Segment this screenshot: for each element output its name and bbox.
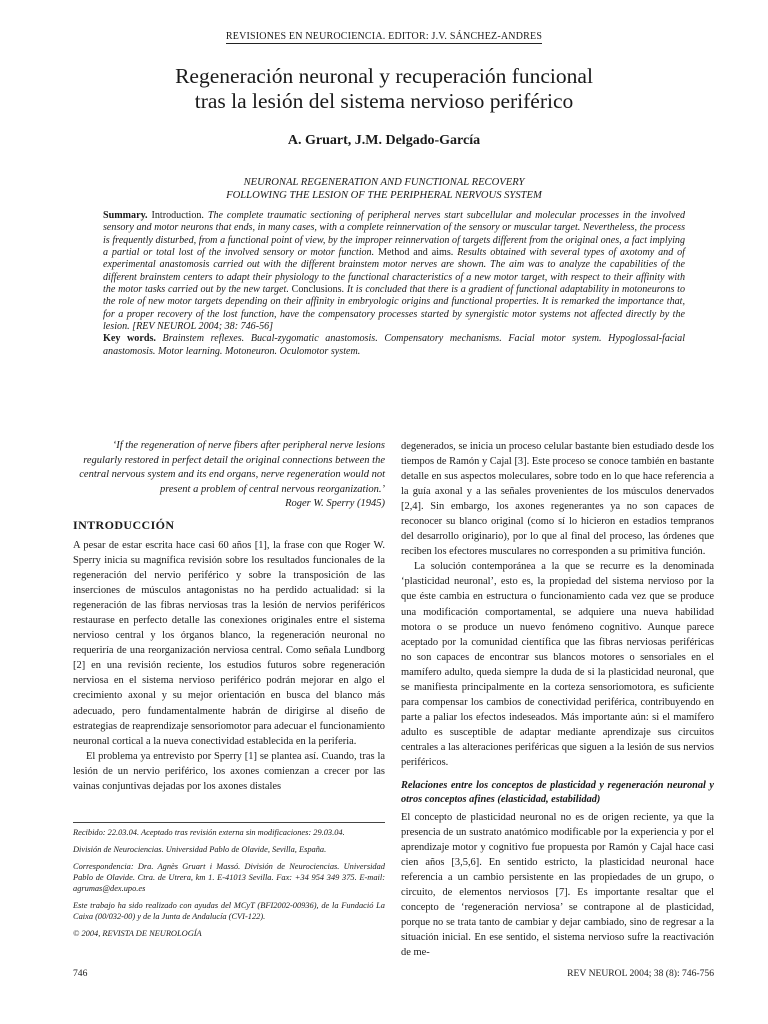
authors: A. Gruart, J.M. Delgado-García <box>287 133 481 148</box>
intro-text: The complete traumatic sectioning of peripheral nerves start subcellular and molecular processes in the involved sensory and motor neurons that ends, in many cases, with a complete reinnervation of the sensory or muscular target. Nevertheless, the process is frequently disturbed, from a functional point of view, by the improper reinnervation of targets different from the original ones, a fact implying a partial or total lost of the involved sensory or motor function. <box>103 210 685 259</box>
article-title-line-1: Regeneración neuronal y recuperación funcional <box>175 64 593 88</box>
section-heading: INTRODUCCIÓN <box>73 518 175 532</box>
footnote-received: Recibido: 22.03.04. Aceptado tras revisión externa sin modificaciones: 29.03.04. <box>73 828 345 837</box>
abstract-citation: [REV NEUROL 2004; 38: 746-56] <box>132 321 274 333</box>
conclusions-text: It is concluded that there is a gradient of functional adaptability in motoneurons to the role of new motor targets depending on their affinity in embryologic origins and functional properties. It is remarked the importance that, for a proper recovery of the lost function, have the compensatory processes started by synergistic motor systems not affected directly by the lesion. <box>103 284 686 333</box>
right-column-body <box>401 439 714 961</box>
right-paragraph: degenerados, se inicia un proceso celular bastante bien estudiado desde los tiempos de Ramón y Cajal [3]. Este proceso se conoce también en bastante detalle en sus aspectos moleculares, sobre todo en lo que hace referencia a la guía axonal y a las señales provenientes de los músculos denervados [2,4]. Sin embargo, los axones regenerantes ya no son capaces de reconocer su blanco original (como sí lo hicieron en estadios tempranos del desarrollo originario), por lo que al final del proceso, las órdenes que reciben los efectores musculares no corresponden a su primitiva función. <box>401 441 714 558</box>
article-title <box>60 64 708 114</box>
conclusions-label: Conclusions. <box>291 284 345 296</box>
intro-label: Introduction. <box>151 210 204 221</box>
footnote-correspondence: Correspondencia: Dra. Agnès Gruart i Massó. División de Neurociencias. Universidad Pablo de Olavide. Ctra. de Utrera, km 1. E-41013 Sevilla. Fax: +34 954 349 375. E-mail: agrumas@dex.upo.es <box>73 862 385 893</box>
article-title-line-2: tras la lesión del sistema nervioso periférico <box>194 89 574 113</box>
keywords-text: Brainstem reflexes. Bucal-zygomatic anastomosis. Compensatory mechanisms. Facial motor system. Hypoglossal-facial anastomosis. Motor learning. Motoneuron. Oculomotor system. <box>103 333 685 357</box>
footnote-funding: Este trabajo ha sido realizado con ayudas del MCyT (BFI2002-00936), de la Fundació La Caixa (00/032-00) y de la Junta de Andalucía (CVI-122). <box>73 901 385 921</box>
summary-label: Summary. <box>103 210 148 221</box>
keywords-label: Key words. <box>103 333 156 345</box>
methods-label: Method and aims. <box>378 247 454 259</box>
journal-header <box>0 31 768 44</box>
english-title-line-1: NEURONAL REGENERATION AND FUNCTIONAL RECOVERY <box>243 177 525 188</box>
methods-text: Results obtained with several types of axotomy and of experimental anastomosis carried out with the different brainstem motor nerves are shown. The aim was to analyze the capabilities of the different brainstem centers to adapt their physiology to the functional characteristics of a new motor target, with respect to their affinity with the motor tasks carried out by the new target. <box>103 247 685 296</box>
footnote-copyright: © 2004, REVISTA DE NEUROLOGÍA <box>73 929 202 938</box>
right-paragraph: El concepto de plasticidad neuronal no es de origen reciente, ya que la presencia de un sustrato anatómico modificable por la experiencia y por el aprendizaje motor y cognitivo fue propuesta por Ramón y Cajal hace casi cien años [3,5,6]. En sentido estricto, la plasticidad neuronal hace referencia a un cambio persistente en las propiedades de un grupo, o circuito, de elementos nerviosos [7]. Es importante resaltar que el concepto de ‘regeneración nerviosa’ se contrapone al de plasticidad, porque no se trata tanto de cambiar y dejar cambiado, sino de regresar a la situación inicial. En ese sentido, el sistema nervioso sufre la reactivación de me- <box>401 812 714 959</box>
left-column-body <box>73 538 385 794</box>
subsection-heading: Relaciones entre los conceptos de plasticidad y regeneración neuronal y otros conceptos afines (elasticidad, estabilidad) <box>401 780 714 805</box>
right-paragraph: La solución contemporánea a la que se recurre es la denominada ‘plasticidad neuronal’, esto es, la propiedad del sistema nervioso por la que éste cambia en estructura o funcionamiento cada vez que se produce una modificación comportamental, se adquiere una nueva habilidad motora o se produce un nuevo fenómeno cognitivo. Aunque parece aceptado por la comunidad científica que las fibras nerviosas periféricas no son capaces de encontrar sus blancos motores o sensoriales en el mamífero adulto, queda siempre la duda de si la plasticidad neuronal, que se manifiesta principalmente en la corteza sensoriomotora, es suficiente para compensar los cambios de conectividad periférica, contribuyendo en parte a paliar los efectos indeseados. Más importante aún: si el mamífero adulto es susceptible de adaptar mediante aprendizaje sus circuitos centrales a las alteraciones periféricas que siguen a la lesión de sus nervios periféricos. <box>401 561 714 768</box>
left-paragraph: A pesar de estar escrita hace casi 60 años [1], la frase con que Roger W. Sperry inicia su magnífica revisión sobre los resultados funcionales de la regeneración del nervio periférico y sobre la transposición de las inserciones de músculos antagonistas no ha perdido actualidad: si la regeneración de las fibras nerviosas tras la lesión de nervios periféricos restaurase en perfecto detalle las conexiones originales entre el sistema nervioso central y los órganos blanco, la regeneración neuronal no requeriría de una reorganización nerviosa central. Como señala Lundborg [2] en una revisión reciente, los estudios futuros sobre regeneración nerviosa en el sistema nervioso periférico podrán mejorar en algo el crecimiento axonal y su mejor orientación en busca del blanco más adecuado, pero fundamentalmente habrán de dirigirse al diseño de estrategias de reaprendizaje sensoriomotor para adecuar el funcionamiento neuronal cortical a la nueva conectividad establecida en la periferia. <box>73 540 385 747</box>
epigraph <box>73 439 385 512</box>
footnotes <box>73 822 385 945</box>
footnote-affiliation: División de Neurociencias. Universidad Pablo de Olavide, Sevilla, España. <box>73 845 327 854</box>
left-paragraph: El problema ya entrevisto por Sperry [1] se plantea así. Cuando, tras la lesión de un nervio periférico, los axones comienzan a crecer por las vainas conjuntivas dejadas por los axones distales <box>73 750 385 792</box>
journal-header-text: REVISIONES EN NEUROCIENCIA. EDITOR: J.V. SÁNCHEZ-ANDRES <box>225 31 543 42</box>
abstract <box>103 210 685 358</box>
epigraph-attribution: Roger W. Sperry (1945) <box>285 498 385 510</box>
english-title-line-2: FOLLOWING THE LESION OF THE PERIPHERAL NERVOUS SYSTEM <box>226 190 542 201</box>
page-number: 746 <box>73 968 88 979</box>
footer-citation: REV NEUROL 2004; 38 (8): 746-756 <box>567 968 714 979</box>
english-title <box>100 176 668 202</box>
epigraph-text: ‘If the regeneration of nerve fibers after peripheral nerve lesions regularly restored in perfect detail the original connections between the central nervous system and its end organs, nerve regeneration would not present a problem of central nervous reorganization.’ <box>79 440 385 495</box>
